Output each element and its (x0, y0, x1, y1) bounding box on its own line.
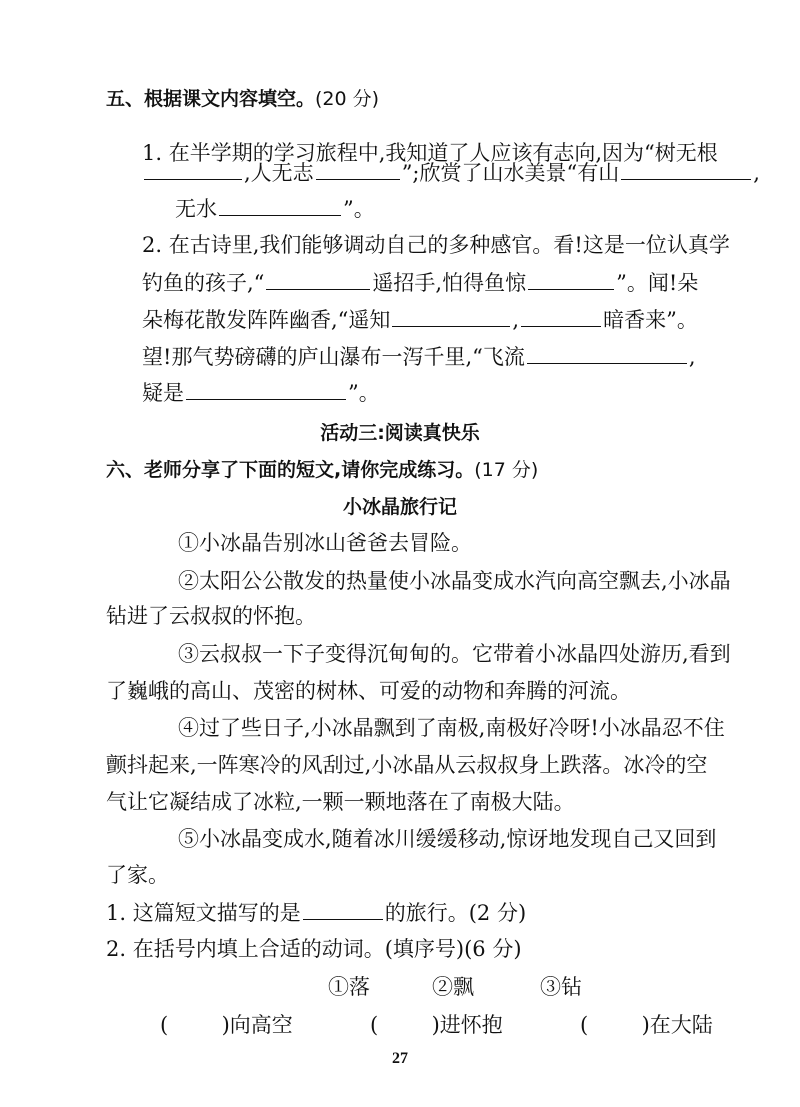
s6-q1: 1. 这篇短文描写的是 的旅行。(2 分) (106, 901, 527, 925)
answer-item-3: ( )在大陆 (580, 1013, 713, 1037)
s6-q2: 2. 在括号内填上合适的动词。(填序号)(6 分) (106, 937, 522, 961)
fill-blank[interactable] (186, 379, 346, 400)
fill-blank[interactable] (219, 195, 341, 216)
s5-q2-line2: 钓鱼的孩子,“ 遥招手,怕得鱼惊 ”。闻!朵 (142, 271, 699, 295)
s5-q2-line1: 2. 在古诗里,我们能够调动自己的多种感官。看!这是一位认真学 (142, 233, 730, 257)
fill-blank[interactable] (144, 159, 242, 180)
option-3: ③钻 (540, 975, 582, 999)
story-p3-l2: 了巍峨的高山、茂密的树林、可爱的动物和奔腾的河流。 (106, 679, 631, 703)
fill-blank[interactable] (266, 269, 370, 290)
story-p1: ①小冰晶告别冰山爸爸去冒险。 (178, 531, 472, 555)
story-p5-l2: 了家。 (106, 863, 169, 887)
activity3-title: 活动三:阅读真快乐 (320, 422, 480, 444)
fill-blank[interactable] (392, 306, 510, 327)
story-p2-l2: 钻进了云叔叔的怀抱。 (106, 604, 316, 628)
s5-q1-line3: 无水 ”。 (175, 197, 375, 221)
s5-q2-line5: 疑是 ”。 (142, 381, 380, 405)
section6-heading-text: 六、老师分享了下面的短文,请你完成练习。 (106, 459, 475, 481)
story-p2-l1: ②太阳公公散发的热量使小冰晶变成水汽向高空飘去,小冰晶 (178, 569, 731, 593)
section6-heading (106, 455, 538, 485)
answer-paren[interactable]: ( ) (370, 1013, 440, 1037)
fill-blank[interactable] (528, 269, 614, 290)
section6-score: (17 分) (474, 459, 539, 481)
fill-blank[interactable] (303, 899, 383, 920)
section5-heading-text: 五、根据课文内容填空。 (106, 88, 316, 110)
story-p3-l1: ③云叔叔一下子变得沉甸甸的。它带着小冰晶四处游历,看到 (178, 642, 731, 666)
s5-q2-line3: 朵梅花散发阵阵幽香,“遥知 , 暗香来”。 (142, 308, 698, 332)
section5-score: (20 分) (315, 88, 380, 110)
s5-q1-line2: ,人无志 ”;欣赏了山水美景“有山 , (142, 158, 760, 188)
story-p5-l1: ⑤小冰晶变成水,随着冰川缓缓移动,惊讶地发现自己又回到 (178, 827, 717, 851)
section5-heading (106, 84, 379, 114)
answer-paren[interactable]: ( ) (580, 1013, 650, 1037)
answer-item-1: ( )向高空 (160, 1013, 293, 1037)
fill-blank[interactable] (527, 343, 687, 364)
story-p4-l3: 气让它凝结成了冰粒,一颗一颗地落在了南极大陆。 (106, 790, 575, 814)
s5-q1-line1: 1. 在半学期的学习旅程中,我知道了人应该有志向,因为“树无根 (142, 141, 718, 165)
answer-paren[interactable]: ( ) (160, 1013, 230, 1037)
s5-q2-line4: 望!那气势磅礴的庐山瀑布一泻千里,“飞流 , (142, 345, 696, 369)
page-number: 27 (392, 1050, 408, 1067)
fill-blank[interactable] (521, 306, 601, 327)
fill-blank[interactable] (316, 159, 400, 180)
option-1: ①落 (328, 975, 370, 999)
story-title: 小冰晶旅行记 (342, 496, 457, 518)
answer-item-2: ( )进怀抱 (370, 1013, 503, 1037)
fill-blank[interactable] (621, 159, 751, 180)
option-2: ②飘 (432, 975, 474, 999)
story-p4-l1: ④过了些日子,小冰晶飘到了南极,南极好冷呀!小冰晶忍不住 (178, 716, 725, 740)
story-p4-l2: 颤抖起来,一阵寒冷的风刮过,小冰晶从云叔叔身上跌落。冰冷的空 (106, 753, 708, 777)
